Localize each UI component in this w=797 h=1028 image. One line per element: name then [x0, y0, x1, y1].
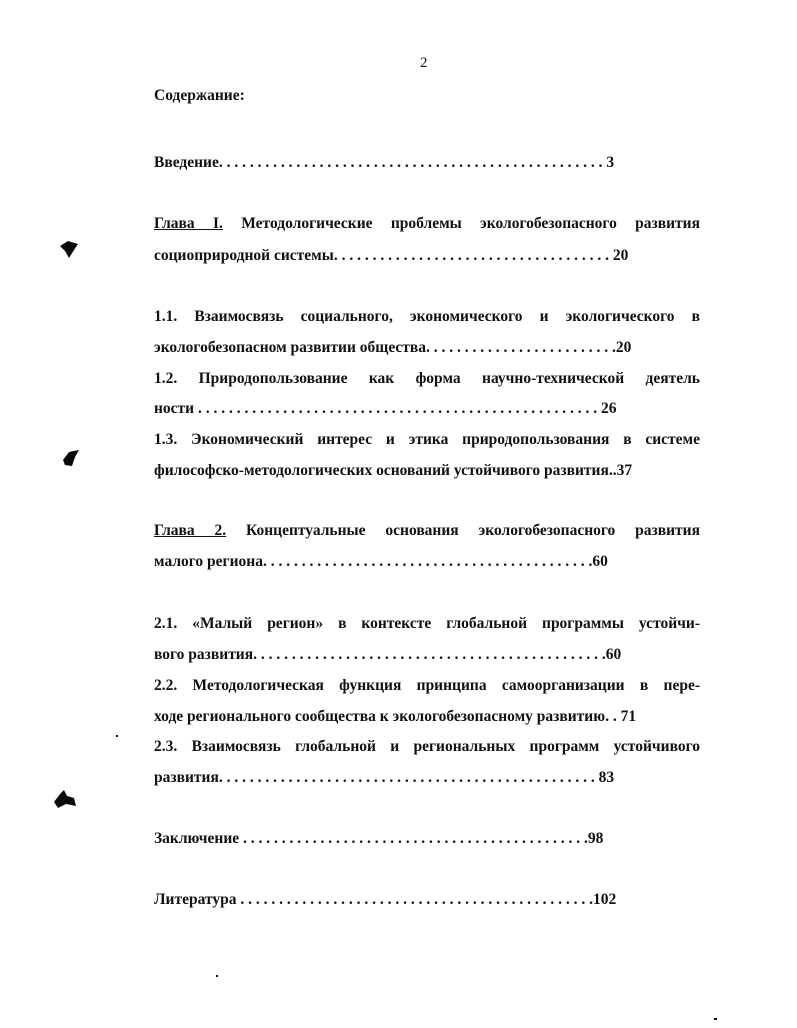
scan-speck	[216, 975, 218, 977]
toc-entry-chapter-2	[154, 521, 700, 541]
chapter-2-label: Глава 2.	[154, 522, 227, 539]
ink-blot-mark	[58, 238, 80, 260]
toc-entry-1-2-line1: 1.2. Природопользование как форма научно-технической деятель	[154, 370, 700, 387]
ink-blot-mark	[60, 448, 82, 470]
scan-speck	[714, 1018, 717, 1020]
toc-entry-1-1-line1: 1.1. Взаимосвязь социального, экономического и экологического в	[154, 308, 700, 325]
toc-entry-introduction: Введение. . . . . . . . . . . . . . . . . . . . . . . . . . . . . . . . . . . . . . . . . . . . . . . . . . 3	[154, 154, 615, 171]
scan-speck	[116, 735, 118, 737]
toc-entry-literature: Литература . . . . . . . . . . . . . . . . . . . . . . . . . . . . . . . . . . . . . . . . . . . . . .102	[154, 891, 617, 908]
toc-entry-2-3-line2: развития. . . . . . . . . . . . . . . . . . . . . . . . . . . . . . . . . . . . . . . . . . . . . . . . . 83	[154, 769, 615, 786]
chapter-1-title-line2: социоприродной системы. . . . . . . . . . . . . . . . . . . . . . . . . . . . . . . . . . . . 20	[154, 247, 629, 264]
toc-entry-1-2-line2: ности . . . . . . . . . . . . . . . . . . . . . . . . . . . . . . . . . . . . . . . . . . . . . . . . . . . . 26	[154, 400, 617, 417]
ink-blot-mark	[52, 788, 78, 812]
toc-entry-1-3-line1: 1.3. Экономический интерес и этика природопользования в системе	[154, 431, 700, 448]
toc-entry-2-1-line2: вого развития. . . . . . . . . . . . . . . . . . . . . . . . . . . . . . . . . . . . . . . . . . . . . .60	[154, 646, 622, 663]
toc-entry-2-3-line1: 2.3. Взаимосвязь глобальной и региональных программ устойчивого	[154, 738, 700, 755]
chapter-1-title-line1: Методологические проблемы экологобезопасного развития	[222, 215, 700, 232]
chapter-2-title-line1: Концептуальные основания экологобезопасного развития	[226, 522, 700, 539]
chapter-1-label: Глава I.	[154, 215, 223, 232]
toc-entry-chapter-1	[154, 214, 700, 234]
contents-heading: Содержание:	[154, 87, 245, 104]
toc-entry-1-3-line2: философско-методологических оснований устойчивого развития..37	[154, 462, 633, 479]
toc-entry-2-2-line1: 2.2. Методологическая функция принципа самоорганизации в пере-	[154, 677, 700, 694]
page-number: 2	[420, 55, 428, 71]
toc-entry-1-1-line2: экологобезопасном развитии общества. . . . . . . . . . . . . . . . . . . . . . . . .20	[154, 339, 632, 356]
toc-entry-2-2-line2: ходе регионального сообщества к экологобезопасному развитию. . 71	[154, 708, 637, 725]
toc-entry-2-1-line1: 2.1. «Малый регион» в контексте глобальной программы устойчи-	[154, 615, 700, 632]
chapter-2-title-line2: малого региона. . . . . . . . . . . . . . . . . . . . . . . . . . . . . . . . . . . . . . . . . . .60	[154, 553, 608, 570]
toc-entry-conclusion: Заключение . . . . . . . . . . . . . . . . . . . . . . . . . . . . . . . . . . . . . . . . . . . . .98	[154, 830, 604, 847]
